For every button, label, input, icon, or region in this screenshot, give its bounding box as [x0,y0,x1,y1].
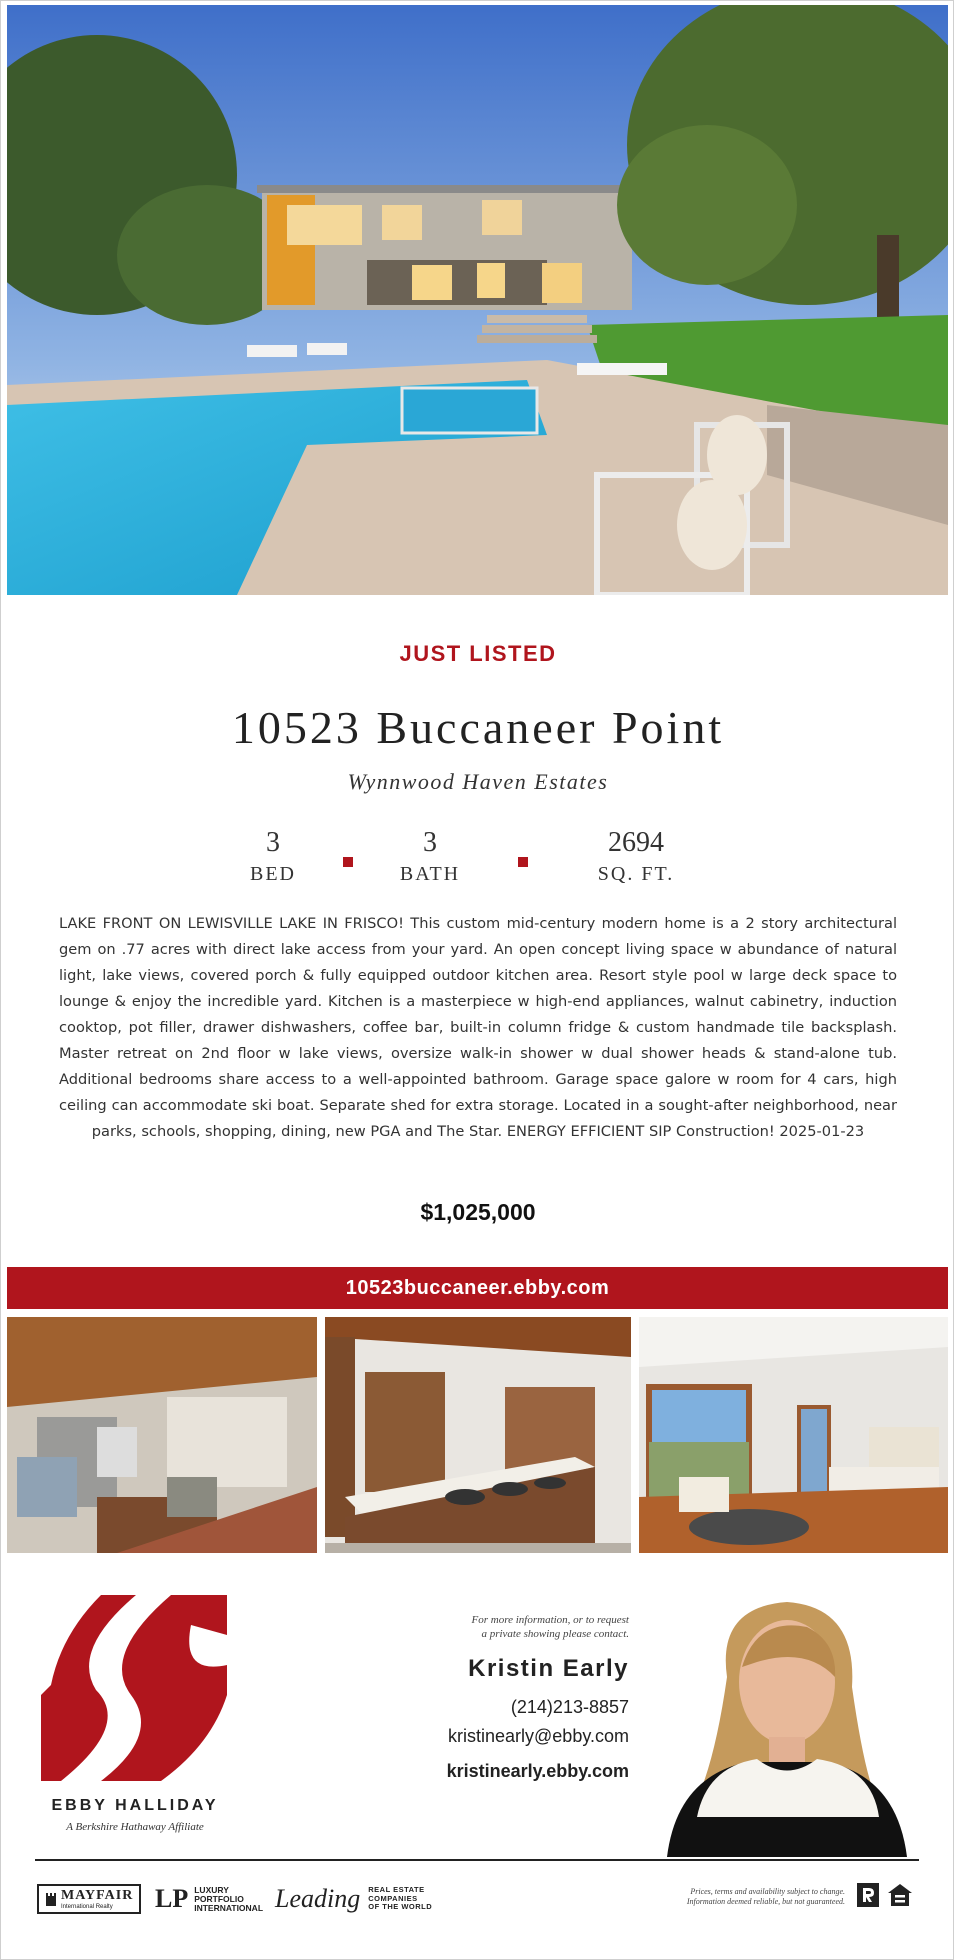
equal-housing-icon [887,1883,913,1907]
agent-name: Kristin Early [468,1655,629,1682]
mayfair-sub: International Realty [61,1904,113,1910]
stat-label: BATH [399,863,461,885]
leading-logo [275,1879,432,1919]
subdivision-name: Wynnwood Haven Estates [347,769,609,794]
stat-separator [343,857,353,867]
listing-price: $1,025,000 [420,1199,536,1225]
brand-name: EBBY HALLIDAY [51,1797,219,1814]
agent-website[interactable]: kristinearly.ebby.com [446,1761,629,1781]
stat-label: SQ. FT. [597,863,675,885]
just-listed-label: JUST LISTED [399,641,557,666]
leading-line: COMPANIES [368,1893,418,1903]
mayfair-logo [37,1879,141,1919]
castle-icon [45,1892,57,1906]
stat-bath [380,827,480,889]
realtor-icon [857,1883,879,1907]
lpi-line: INTERNATIONAL [194,1902,264,1913]
property-description: LAKE FRONT ON LEWISVILLE LAKE IN FRISCO! This custom mid-century modern home is a 2 story architectural gem on .77 acres with direct lake access from your yard. An open concept living space w abundance of natural light, lake views, covered porch & fully equipped outdoor kitchen area. Resort style pool w large deck space to lounge & enjoy the incredible yard. Kitchen is a masterpiece w high-end appliances, walnut cabinetry, induction cooktop, pot filler, drawer dishwashers, coffee bar, built-in column fridge & custom handmade tile backsplash. Master retreat on 2nd floor w lake views, oversize walk-in shower w dual shower heads & stand-alone tub. Additional bedrooms share access to a well-appointed bathroom. Garage space galore w room for 4 cars, high ceiling can accommodate ski boat. Separate shed for extra storage. Located in a sought-after neighborhood, near parks, schools, shopping, dining, new PGA and The Star. ENERGY EFFICIENT SIP Construction! 2025-01-23 [59,915,897,1140]
bedroom-photo[interactable] [639,1317,948,1553]
mayfair-mark: MAYFAIR [61,1888,134,1903]
stat-value: 3 [423,827,437,858]
disclaimer-line: Prices, terms and availability subject to change. [690,1887,845,1896]
ebby-halliday-logo [41,1595,227,1781]
photo-gallery [7,1317,948,1553]
lpi-line: LUXURY [194,1884,229,1895]
agent-email[interactable]: kristinearly@ebby.com [448,1726,629,1746]
contact-note-line2: a private showing please contact. [481,1628,629,1640]
lpi-line: PORTFOLIO [194,1893,244,1904]
leading-mark: Leading [275,1884,361,1913]
property-address: 10523 Buccaneer Point [231,702,725,753]
stat-sqft [571,827,701,889]
disclaimer [661,1887,845,1907]
stat-value: 3 [266,827,280,858]
leading-line: OF THE WORLD [368,1902,433,1912]
lpi-logo [155,1879,263,1919]
living-room-photo[interactable] [7,1317,317,1553]
agent-photo [657,1587,917,1857]
kitchen-photo[interactable] [325,1317,631,1553]
stat-bed [223,827,323,889]
leading-line: REAL ESTATE [368,1885,425,1895]
disclaimer-line: Information deemed reliable, but not guaranteed. [686,1897,845,1906]
stat-separator [518,857,528,867]
hero-photo [7,5,948,595]
stat-value: 2694 [608,827,664,858]
footer-divider [35,1859,919,1861]
property-website-link[interactable]: 10523buccaneer.ebby.com [7,1267,948,1309]
brand-tagline: A Berkshire Hathaway Affiliate [66,1821,204,1833]
contact-note-line1: For more information, or to request [471,1614,629,1626]
lpi-mark: LP [155,1884,189,1913]
stat-label: BED [250,863,296,885]
agent-phone[interactable]: (214)213-8857 [510,1697,629,1717]
contact-block [329,1613,629,1782]
property-stats [1,827,954,897]
